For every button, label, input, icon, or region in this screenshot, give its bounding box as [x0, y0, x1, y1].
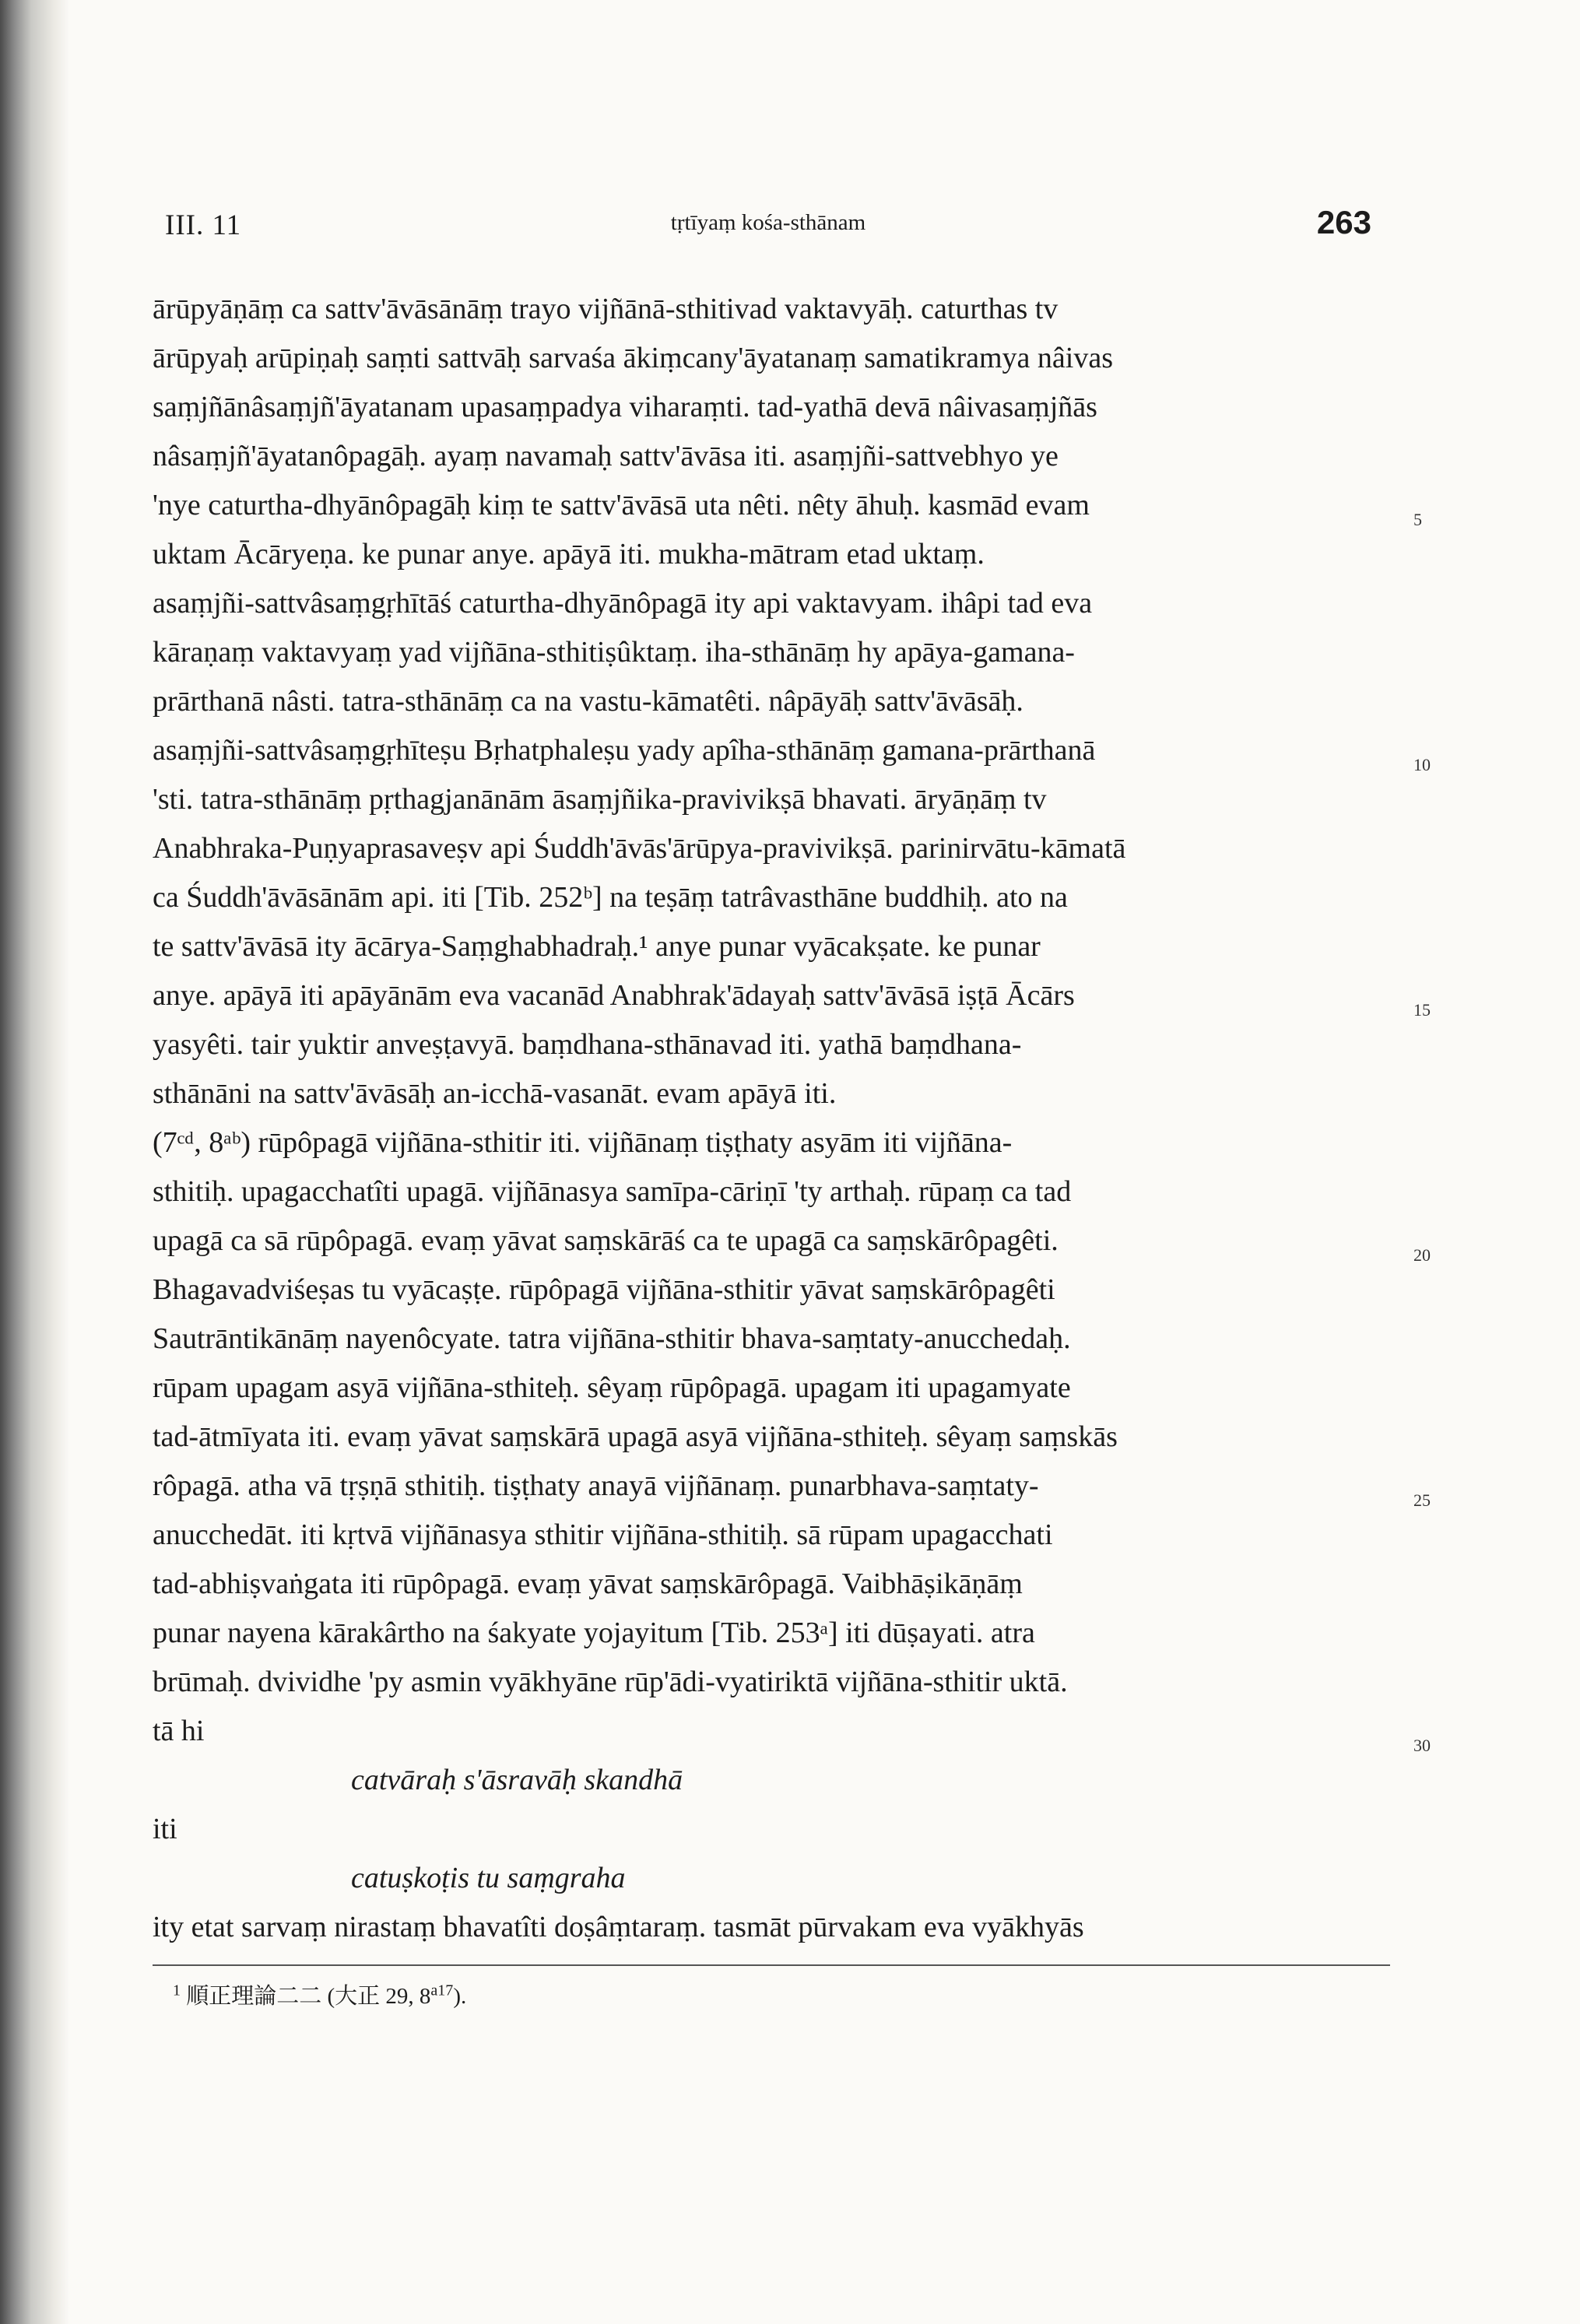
binding-edge	[0, 0, 70, 2324]
line-text: rôpagā. atha vā tṛṣṇā sthitiḥ. tiṣṭhaty anayā vijñānaṃ. punarbhava-saṃtaty-	[153, 1469, 1039, 1502]
text-line	[153, 1413, 1390, 1462]
text-line	[153, 1167, 1390, 1216]
line-text: Bhagavadviśeṣas tu vyācaṣṭe. rūpôpagā vijñāna-sthitir yāvat saṃskārôpagêti	[153, 1273, 1055, 1306]
text-line	[153, 1315, 1390, 1364]
line-text: sthitiḥ. upagacchatîti upagā. vijñānasya samīpa-cāriṇī 'ty arthaḥ. rūpaṃ ca tad	[153, 1175, 1072, 1208]
line-text: anucchedāt. iti kṛtvā vijñānasya sthitir vijñāna-sthitiḥ. sā rūpam upagacchati	[153, 1518, 1053, 1551]
text-line	[153, 1364, 1390, 1413]
line-text: uktam Ācāryeṇa. ke punar anye. apāyā iti. mukha-mātram etad uktaṃ.	[153, 538, 985, 570]
line-number: 5	[1413, 510, 1422, 529]
text-line	[153, 1560, 1390, 1609]
line-text: sthānāni na sattv'āvāsāḥ an-icchā-vasanāt. evam apāyā iti.	[153, 1077, 837, 1110]
footnote-marker: 1	[173, 1982, 181, 1999]
line-text: asaṃjñi-sattvâsaṃgṛhītāś caturtha-dhyānôpagā ity api vaktavyam. ihâpi tad eva	[153, 587, 1093, 620]
line-number: 25	[1413, 1490, 1431, 1510]
line-text: 'sti. tatra-sthānāṃ pṛthagjanānām āsaṃjñika-pravivikṣā bhavati. āryāṇāṃ tv	[153, 783, 1047, 816]
verse-line-2: catuṣkoṭis tu saṃgraha	[351, 1862, 626, 1894]
text-line	[153, 677, 1390, 726]
line-text: nâsaṃjñ'āyatanôpagāḥ. ayaṃ navamaḥ sattv'āvāsa iti. asaṃjñi-sattvebhyo ye	[153, 440, 1059, 472]
final-line: ity etat sarvaṃ nirastaṃ bhavatîti doṣâṃtaraṃ. tasmāt pūrvakam eva vyākhyās	[153, 1911, 1084, 1943]
text-line	[153, 726, 1431, 775]
text-line	[153, 1609, 1390, 1658]
line-text: ārūpyaḥ arūpiṇaḥ saṃti sattvāḥ sarvaśa ākiṃcany'āyatanaṃ samatikramya nâivas	[153, 342, 1113, 374]
text-line	[153, 1118, 1390, 1167]
main-text	[153, 285, 1431, 1952]
verse-line-1: catvāraḥ s'āsravāḥ skandhā	[351, 1764, 683, 1796]
text-line	[153, 530, 1390, 579]
line-text: brūmaḥ. dvividhe 'py asmin vyākhyāne rūp'ādi-vyatiriktā vijñāna-sthitir uktā.	[153, 1666, 1068, 1698]
page-number: 263	[1316, 204, 1371, 240]
line-text: Sautrāntikānāṃ nayenôcyate. tatra vijñāna-sthitir bhava-saṃtaty-anucchedaḥ.	[153, 1322, 1071, 1355]
line-text: kāraṇaṃ vaktavyaṃ yad vijñāna-sthitiṣûktaṃ. iha-sthānāṃ hy apāya-gamana-	[153, 636, 1075, 669]
running-title: tṛtīyaṃ kośa-sthānam	[670, 210, 866, 235]
line-text: rūpam upagam asyā vijñāna-sthiteḥ. sêyaṃ rūpôpagā. upagam iti upagamyate	[153, 1371, 1071, 1404]
text-line	[153, 1707, 1431, 1756]
text-line	[153, 628, 1390, 677]
line-text: upagā ca sā rūpôpagā. evaṃ yāvat saṃskārāś ca te upagā ca saṃskārôpagêti.	[153, 1224, 1059, 1257]
text-line	[153, 1266, 1390, 1315]
line-text: (7ᶜᵈ, 8ᵃᵇ) rūpôpagā vijñāna-sthitir iti. vijñānaṃ tiṣṭhaty asyām iti vijñāna-	[153, 1126, 1013, 1159]
line-text: punar nayena kārakârtho na śakyate yojayitum [Tib. 253ᵃ] iti dūṣayati. atra	[153, 1617, 1035, 1649]
line-text: asaṃjñi-sattvâsaṃgṛhīteṣu Bṛhatphaleṣu yady apîha-sthānāṃ gamana-prārthanā	[153, 734, 1096, 767]
text-line	[153, 824, 1390, 873]
line-text: prārthanā nâsti. tatra-sthānāṃ ca na vastu-kāmatêti. nâpāyāḥ sattv'āvāsāḥ.	[153, 685, 1023, 718]
text-lines	[153, 285, 1431, 1756]
line-text: tad-abhiṣvaṅgata iti rūpôpagā. evaṃ yāvat saṃskārôpagā. Vaibhāṣikāṇāṃ	[153, 1567, 1023, 1600]
line-number: 15	[1413, 1000, 1431, 1020]
text-line	[153, 334, 1390, 383]
line-text: 'nye caturtha-dhyānôpagāḥ kiṃ te sattv'āvāsā uta nêti. nêty āhuḥ. kasmād evam	[153, 489, 1090, 521]
line-text: ca Śuddh'āvāsānām api. iti [Tib. 252ᵇ] na teṣāṃ tatrâvasthāne buddhiḥ. ato na	[153, 881, 1068, 914]
line-text: yasyêti. tair yuktir anveṣṭavyā. baṃdhana-sthānavad iti. yathā baṃdhana-	[153, 1028, 1022, 1061]
line-text: saṃjñānâsaṃjñ'āyatanam upasaṃpadya viharaṃti. tad-yathā devā nâivasaṃjñās	[153, 391, 1097, 423]
footnote-text: 順正理論二二 (大正 29, 8	[186, 1984, 431, 2009]
footnote	[173, 1978, 466, 2010]
line-text: te sattv'āvāsā ity ācārya-Saṃghabhadraḥ.¹ anye punar vyācakṣate. ke punar	[153, 930, 1041, 963]
text-line	[153, 775, 1390, 824]
section-label: III. 11	[165, 209, 242, 241]
text-line	[153, 922, 1390, 971]
text-line	[153, 873, 1390, 922]
line-text: ārūpyāṇāṃ ca sattv'āvāsānāṃ trayo vijñānā-sthitivad vaktavyāḥ. caturthas tv	[153, 293, 1059, 325]
line-text: anye. apāyā iti apāyānām eva vacanād Anabhrak'ādayaḥ sattv'āvāsā iṣṭā Ācārs	[153, 979, 1075, 1012]
text-line	[153, 1462, 1431, 1511]
line-number: 20	[1413, 1245, 1431, 1265]
text-line	[153, 1658, 1390, 1707]
text-line	[153, 971, 1431, 1020]
text-line	[153, 285, 1390, 334]
text-line	[153, 1069, 1390, 1118]
line-number: 30	[1413, 1736, 1431, 1755]
iti-line: iti	[153, 1813, 177, 1845]
text-line	[153, 383, 1390, 432]
text-line	[153, 481, 1422, 530]
text-line	[153, 432, 1390, 481]
footnote-ref-sup: a17	[430, 1982, 454, 1999]
text-line	[153, 1020, 1390, 1069]
text-line	[153, 1511, 1390, 1560]
line-number: 10	[1413, 755, 1431, 774]
line-text: tā hi	[153, 1715, 205, 1747]
running-header	[165, 204, 1371, 251]
line-text: tad-ātmīyata iti. evaṃ yāvat saṃskārā upagā asyā vijñāna-sthiteḥ. sêyaṃ saṃskās	[153, 1420, 1118, 1453]
text-line	[153, 1216, 1431, 1266]
footnote-rule	[153, 1964, 1390, 1966]
footnote-close: ).	[453, 1984, 467, 2009]
line-text: Anabhraka-Puṇyaprasaveṣv api Śuddh'āvās'ārūpya-pravivikṣā. parinirvātu-kāmatā	[153, 832, 1126, 865]
text-line	[153, 579, 1390, 628]
